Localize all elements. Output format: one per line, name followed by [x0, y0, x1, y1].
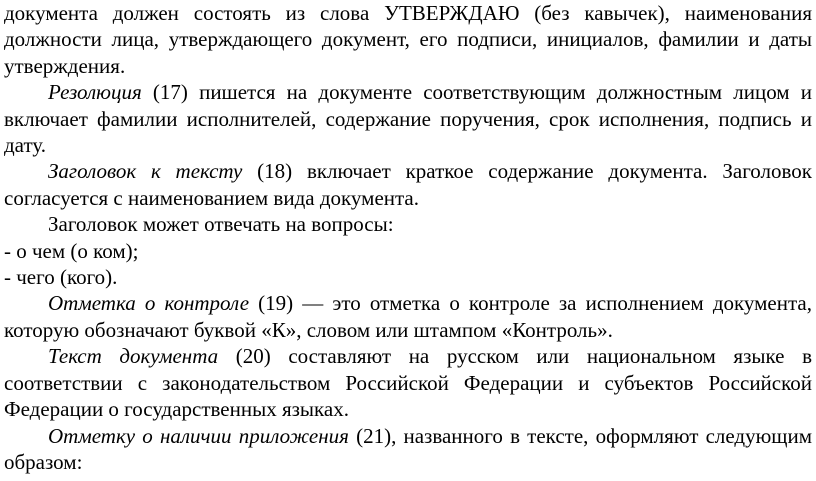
list-item: - о чем (о ком);	[4, 238, 139, 263]
paragraph-approval-continuation	[4, 0, 812, 79]
term-resolution: Резолюция	[48, 80, 142, 105]
term-document-text: Текст документа	[48, 344, 219, 369]
term-attachment-mark: Отметку о наличии приложения	[48, 423, 349, 448]
paragraph-text: (20) составляют на русском или национальном языке в соответствии с законодательством Российской Федерации и субъектов Российской Федерации о государственных языках.	[4, 344, 812, 422]
paragraph-control-mark	[4, 290, 812, 343]
paragraph-text: (19) — это отметка о контроле за исполнением документа, которую обозначают буквой «К», словом или штампом «Контроль».	[4, 291, 812, 342]
paragraph-text: (21), названного в тексте, оформляют следующим образом:	[4, 423, 813, 474]
paragraph-attachment-mark	[4, 423, 812, 476]
paragraph-resolution	[4, 79, 812, 158]
paragraph-heading-questions	[4, 211, 812, 237]
paragraph-text-heading	[4, 158, 812, 211]
list-item: - чего (кого).	[4, 265, 118, 290]
term-text-heading: Заголовок к тексту	[48, 159, 243, 184]
term-control-mark: Отметка о контроле	[48, 291, 250, 316]
paragraph-text: (18) включает краткое содержание документа. Заголовок согласуется с наименованием вида документа.	[4, 159, 812, 210]
paragraph-text: документа должен состоять из слова УТВЕРЖДАЮ (без кавычек), наименования должности лица, утверждающего документ, его подписи, инициалов, фамилии и даты утверждения.	[4, 1, 812, 78]
paragraph-document-text	[4, 343, 812, 422]
paragraph-text: Заголовок может отвечать на вопросы:	[48, 212, 394, 237]
paragraph-text: (17) пишется на документе соответствующим должностным лицом и включает фамилии исполнителей, содержание поручения, срок исполнения, подпись и дату.	[4, 80, 812, 158]
